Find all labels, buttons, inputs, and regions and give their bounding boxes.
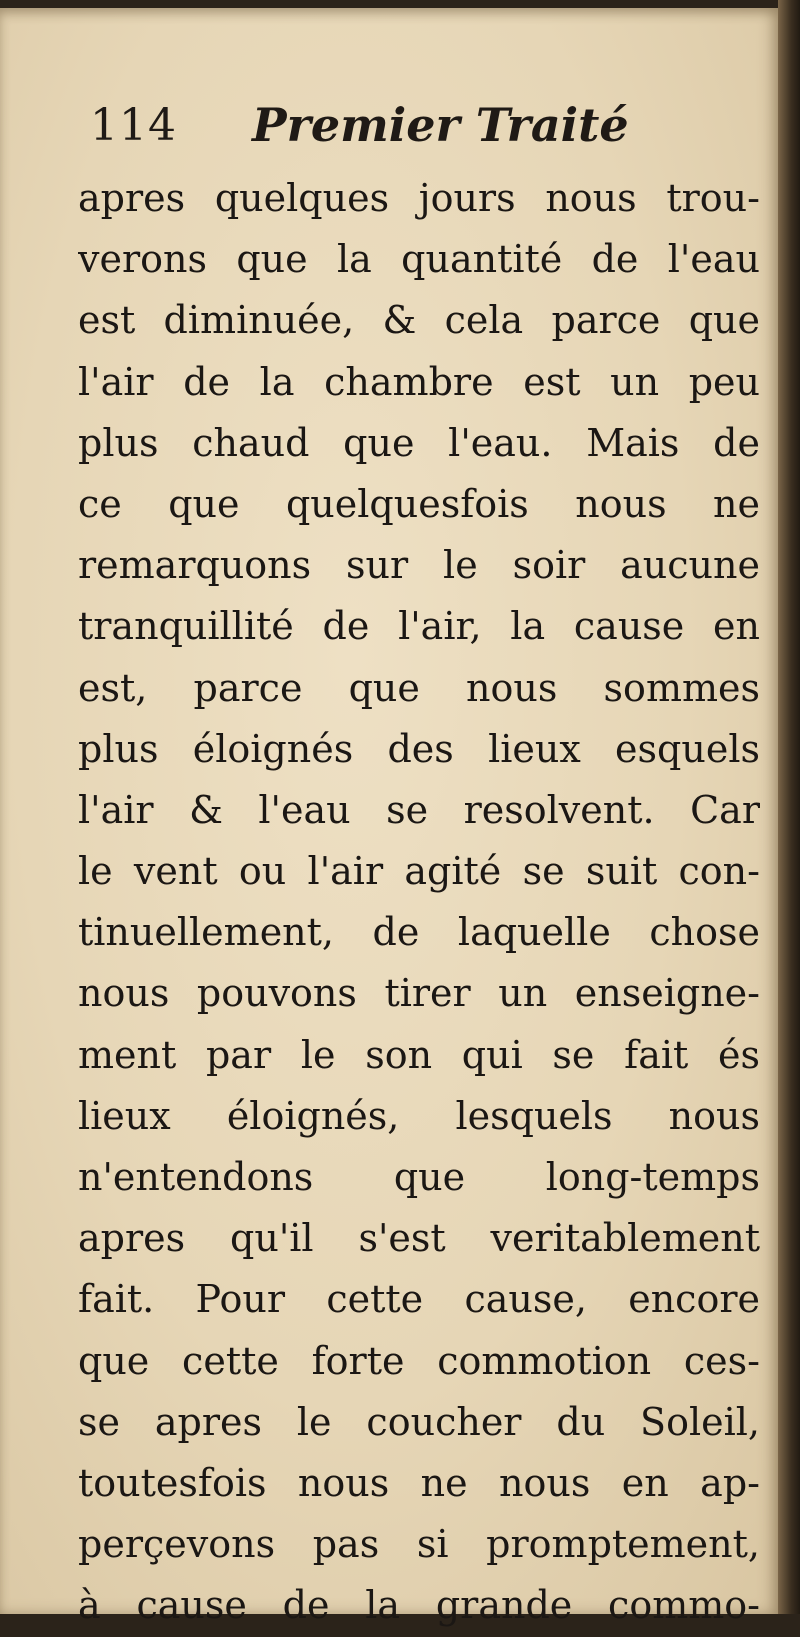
- page-number: 114: [90, 100, 177, 151]
- page-edge-shadow: [778, 0, 800, 1614]
- text-line: est, parce que nous sommes: [78, 665, 760, 710]
- text-line: l'air de la chambre est un peu: [78, 359, 760, 404]
- text-line: plus éloignés des lieux esquels: [78, 726, 760, 771]
- text-line: plus chaud que l'eau. Mais de: [78, 420, 760, 465]
- text-line: lieux éloignés, lesquels nous: [78, 1093, 760, 1138]
- text-line: tinuellement, de laquelle chose: [78, 910, 760, 955]
- text-line: n'entendons que long-temps: [78, 1155, 760, 1199]
- text-line: se apres le coucher du Soleil,: [78, 1399, 760, 1444]
- text-line: ment par le son qui se fait és: [78, 1032, 760, 1077]
- text-line: est diminuée, & cela parce que: [78, 298, 760, 343]
- text-line: nous pouvons tirer un enseigne-: [78, 971, 760, 1016]
- text-line: que cette forte commotion ces-: [78, 1338, 760, 1383]
- text-line: l'air & l'eau se resolvent. Car: [78, 787, 760, 832]
- running-title: Premier Traité: [252, 98, 629, 152]
- text-line: remarquons sur le soir aucune: [78, 543, 760, 588]
- text-line: perçevons pas si promptement,: [78, 1522, 760, 1567]
- text-line: le vent ou l'air agité se suit con-: [78, 849, 760, 894]
- body-text: [78, 168, 760, 1637]
- text-line: apres qu'il s'est veritablement: [78, 1216, 760, 1261]
- text-line: verons que la quantité de l'eau: [78, 237, 760, 282]
- text-line: toutesfois nous ne nous en ap-: [78, 1460, 760, 1505]
- text-line: tranquillité de l'air, la cause en: [78, 604, 760, 649]
- text-line: apres quelques jours nous trou-: [78, 176, 760, 220]
- text-line: fait. Pour cette cause, encore: [78, 1277, 760, 1322]
- text-line: à cause de la grande commo-: [78, 1583, 760, 1628]
- text-line: ce que quelquesfois nous ne: [78, 481, 760, 526]
- page-header: [90, 98, 730, 158]
